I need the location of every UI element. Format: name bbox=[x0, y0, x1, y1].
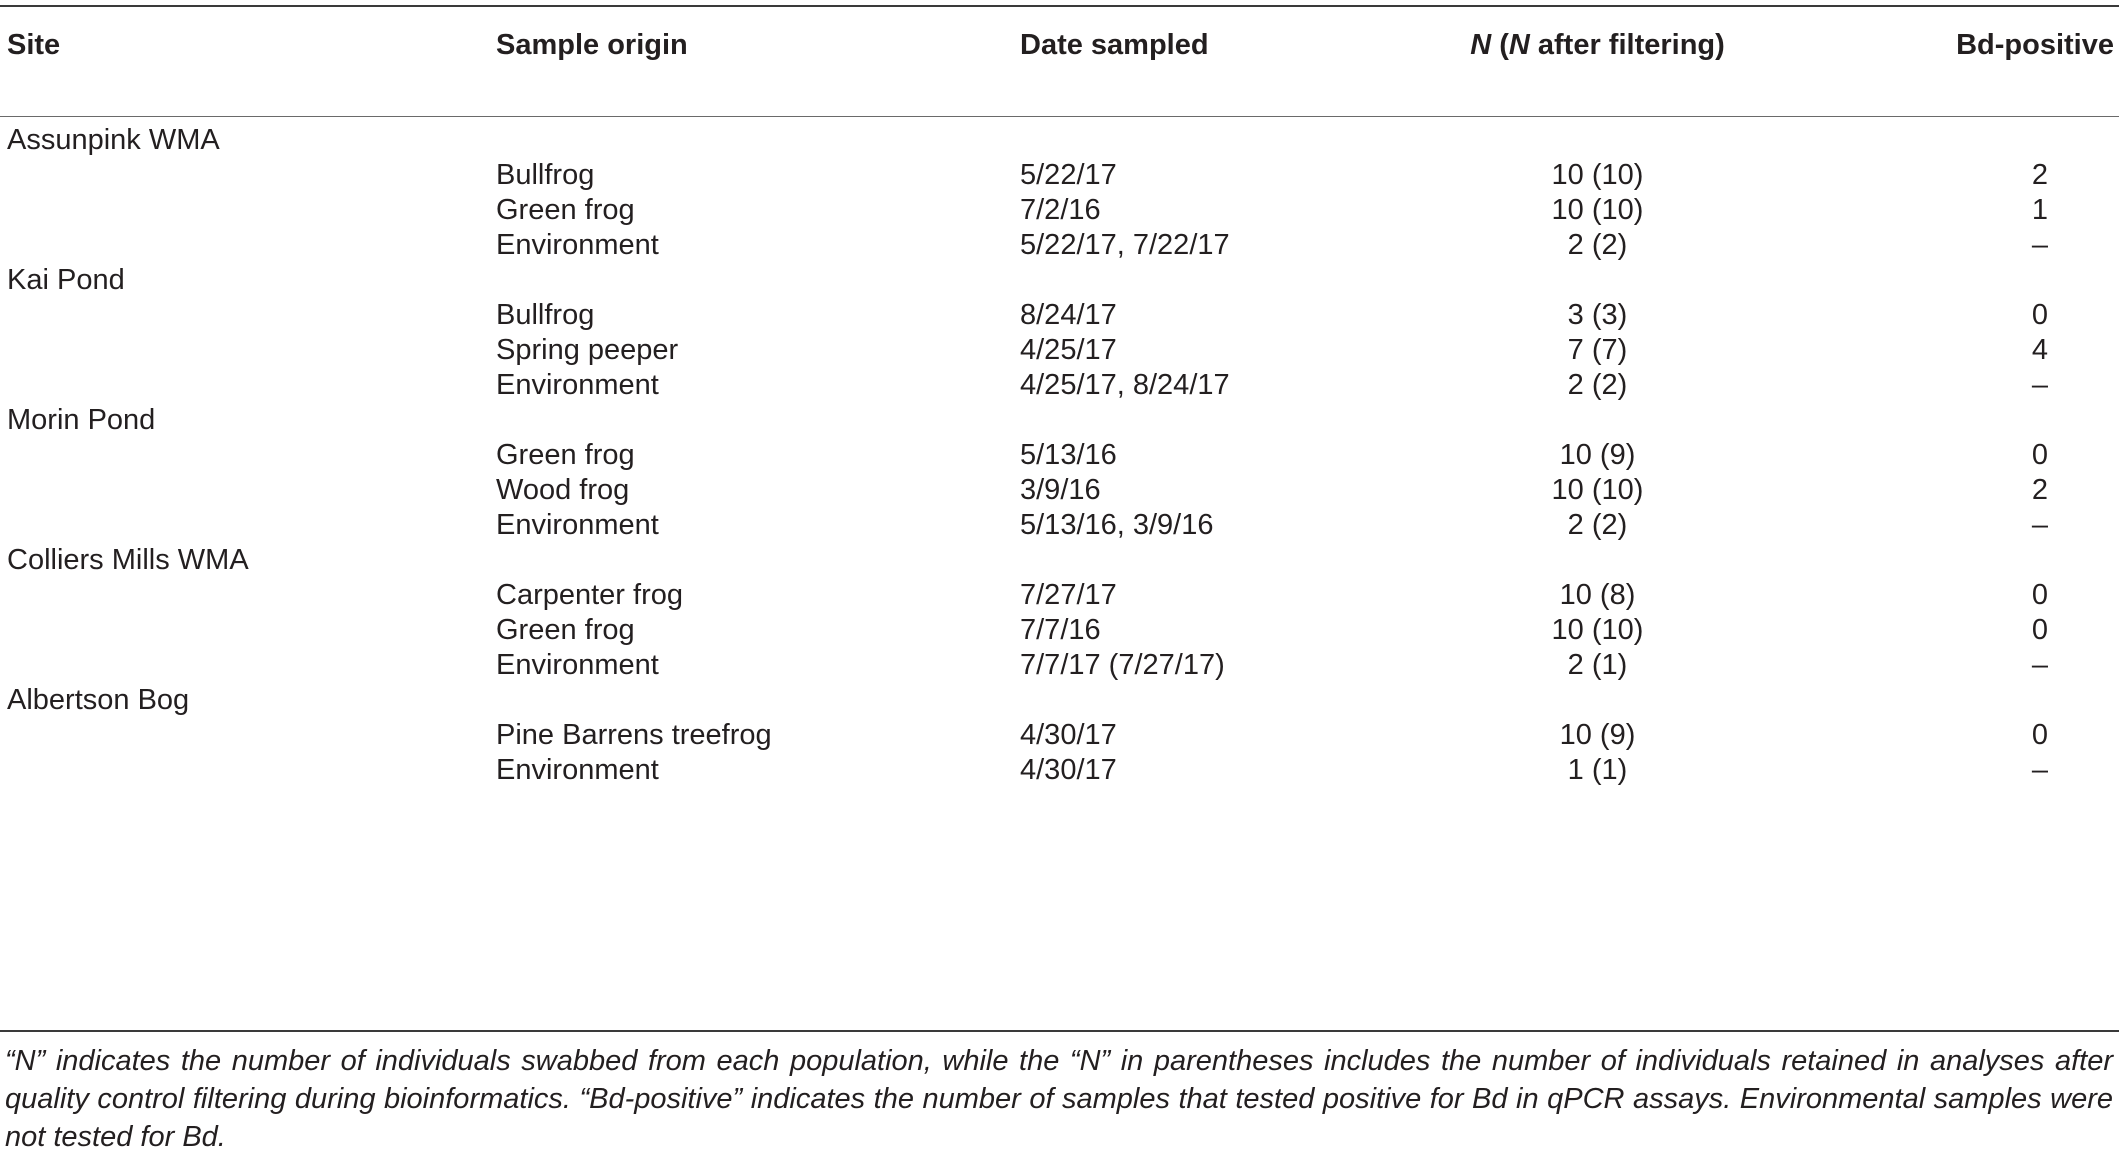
cell-bd-positive: – bbox=[2031, 509, 2049, 541]
cell-bd-positive: – bbox=[2031, 369, 2049, 401]
cell-site: Albertson Bog bbox=[7, 684, 190, 716]
cell-bd-positive: 2 bbox=[2031, 159, 2049, 191]
header-date-sampled: Date sampled bbox=[1020, 29, 1209, 61]
cell-sample-origin: Bullfrog bbox=[496, 299, 595, 331]
cell-site: Morin Pond bbox=[7, 404, 156, 436]
header-n-rest: after filtering) bbox=[1529, 29, 1725, 61]
table-bottom-rule bbox=[0, 1030, 2119, 1032]
cell-sample-origin: Spring peeper bbox=[496, 334, 679, 366]
header-n-symbol-2: N bbox=[1508, 29, 1530, 61]
cell-date-sampled: 8/24/17 bbox=[1020, 299, 1117, 331]
cell-site: Colliers Mills WMA bbox=[7, 544, 249, 576]
cell-sample-origin: Environment bbox=[496, 369, 659, 401]
cell-sample-origin: Green frog bbox=[496, 439, 635, 471]
cell-n: 7 (7) bbox=[1567, 334, 1628, 366]
cell-sample-origin: Bullfrog bbox=[496, 159, 595, 191]
header-site: Site bbox=[7, 29, 61, 61]
cell-bd-positive: 0 bbox=[2031, 719, 2049, 751]
cell-date-sampled: 5/22/17 bbox=[1020, 159, 1117, 191]
cell-sample-origin: Green frog bbox=[496, 194, 635, 226]
cell-date-sampled: 4/25/17 bbox=[1020, 334, 1117, 366]
cell-bd-positive: 1 bbox=[2031, 194, 2049, 226]
cell-sample-origin: Green frog bbox=[496, 614, 635, 646]
cell-n: 10 (10) bbox=[1551, 614, 1644, 646]
cell-n: 10 (10) bbox=[1551, 474, 1644, 506]
cell-bd-positive: – bbox=[2031, 229, 2049, 261]
table-top-rule bbox=[0, 5, 2119, 7]
cell-date-sampled: 5/13/16 bbox=[1020, 439, 1117, 471]
header-n bbox=[1400, 26, 1795, 64]
cell-n: 2 (2) bbox=[1567, 229, 1628, 261]
header-n-open: ( bbox=[1491, 29, 1509, 61]
header-n-symbol: N bbox=[1470, 29, 1492, 61]
cell-n: 10 (10) bbox=[1551, 194, 1644, 226]
cell-bd-positive: – bbox=[2031, 754, 2049, 786]
cell-date-sampled: 4/25/17, 8/24/17 bbox=[1020, 369, 1230, 401]
header-bd-positive: Bd-positive bbox=[1956, 29, 2114, 61]
cell-n: 3 (3) bbox=[1567, 299, 1628, 331]
header-sample-origin: Sample origin bbox=[496, 29, 688, 61]
cell-sample-origin: Pine Barrens treefrog bbox=[496, 719, 772, 751]
cell-n: 10 (9) bbox=[1559, 719, 1636, 751]
cell-bd-positive: 0 bbox=[2031, 439, 2049, 471]
cell-sample-origin: Environment bbox=[496, 229, 659, 261]
cell-sample-origin: Environment bbox=[496, 754, 659, 786]
cell-bd-positive: 2 bbox=[2031, 474, 2049, 506]
table-row bbox=[0, 747, 2119, 794]
cell-n: 10 (8) bbox=[1559, 579, 1636, 611]
cell-sample-origin: Environment bbox=[496, 649, 659, 681]
cell-n: 10 (9) bbox=[1559, 439, 1636, 471]
cell-date-sampled: 4/30/17 bbox=[1020, 754, 1117, 786]
cell-bd-positive: 0 bbox=[2031, 614, 2049, 646]
cell-date-sampled: 5/22/17, 7/22/17 bbox=[1020, 229, 1230, 261]
cell-site: Assunpink WMA bbox=[7, 124, 220, 156]
cell-n: 2 (2) bbox=[1567, 509, 1628, 541]
cell-date-sampled: 7/7/17 (7/27/17) bbox=[1020, 649, 1225, 681]
cell-site: Kai Pond bbox=[7, 264, 125, 296]
cell-sample-origin: Carpenter frog bbox=[496, 579, 683, 611]
cell-date-sampled: 7/7/16 bbox=[1020, 614, 1101, 646]
cell-n: 2 (1) bbox=[1567, 649, 1628, 681]
cell-sample-origin: Wood frog bbox=[496, 474, 630, 506]
cell-n: 1 (1) bbox=[1567, 754, 1628, 786]
table-footnote: “N” indicates the number of individuals swabbed from each population, while the “N” in parentheses includes the number of individuals retained in analyses after quality control filtering during bioinformatics. “Bd-positive” indicates the number of samples that tested positive for Bd in qPCR assays. Environmental samples were not tested for Bd. bbox=[5, 1045, 2113, 1153]
cell-bd-positive: 4 bbox=[2031, 334, 2049, 366]
cell-date-sampled: 3/9/16 bbox=[1020, 474, 1101, 506]
cell-n: 10 (10) bbox=[1551, 159, 1644, 191]
cell-n: 2 (2) bbox=[1567, 369, 1628, 401]
cell-date-sampled: 7/27/17 bbox=[1020, 579, 1117, 611]
cell-date-sampled: 5/13/16, 3/9/16 bbox=[1020, 509, 1214, 541]
cell-sample-origin: Environment bbox=[496, 509, 659, 541]
cell-bd-positive: 0 bbox=[2031, 299, 2049, 331]
cell-date-sampled: 4/30/17 bbox=[1020, 719, 1117, 751]
cell-bd-positive: 0 bbox=[2031, 579, 2049, 611]
cell-date-sampled: 7/2/16 bbox=[1020, 194, 1101, 226]
cell-bd-positive: – bbox=[2031, 649, 2049, 681]
